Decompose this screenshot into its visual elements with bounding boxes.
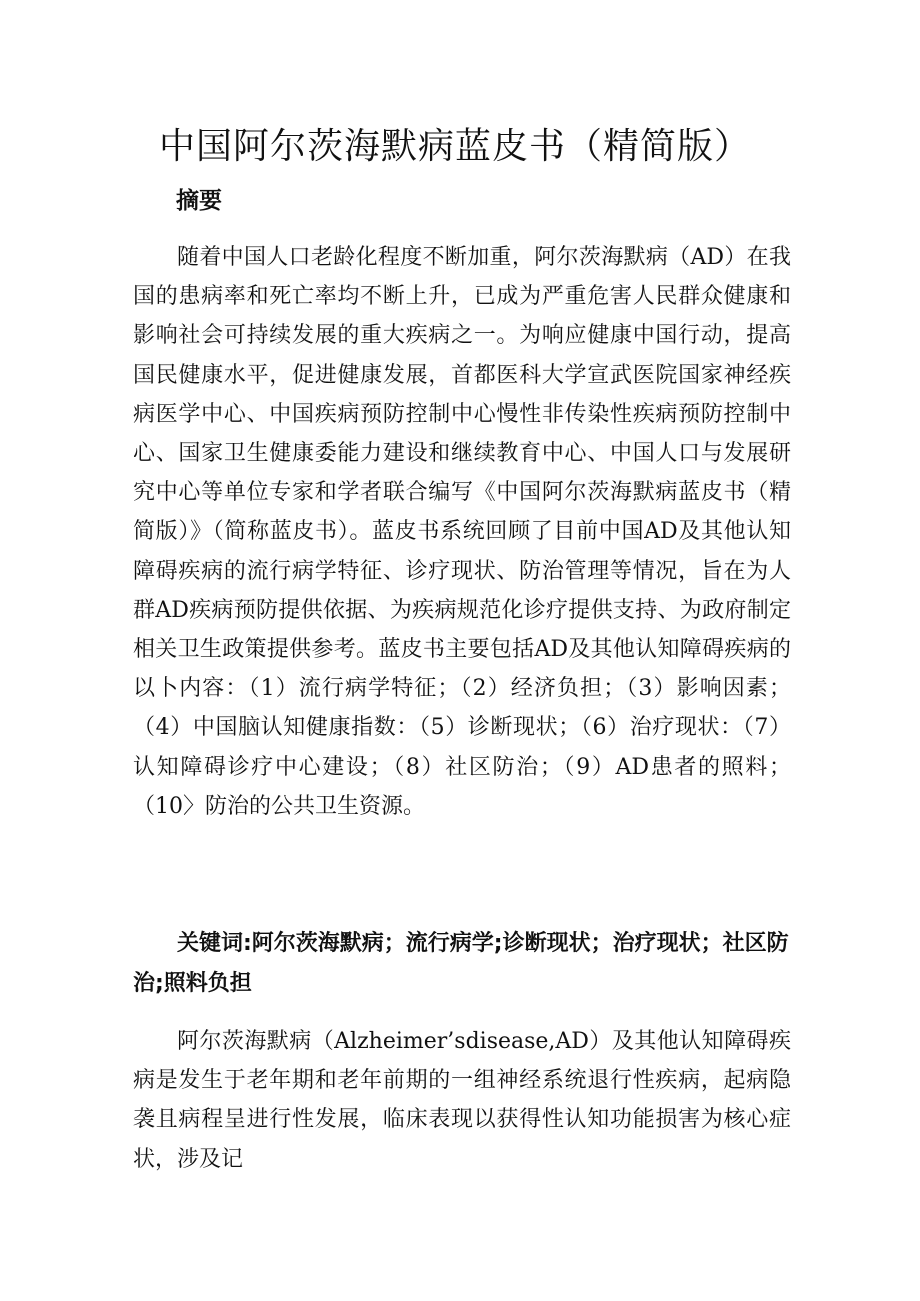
intro-paragraph: 阿尔茨海默病（Alzheimer’sdisease,AD）及其他认知障碍疾病是发生于老年期和老年前期的一组神经系统退行性疾病，起病隐袭且病程呈进行性发展，临床表现以获得性认知功能损害为核心症状，涉及记 <box>133 1029 791 1172</box>
keywords-paragraph: 关键词:阿尔茨海默病；流行病学;诊断现状；治疗现状；社区防治;照料负担 <box>133 931 789 996</box>
abstract-paragraph: 随着中国人口老龄化程度不断加重，阿尔茨海默病（AD）在我国的患病率和死亡率均不断上升，已成为严重危害人民群众健康和影响社会可持续发展的重大疾病之一。为响应健康中国行动，提高国民健康水平，促进健康发展，首都医科大学宣武医院国家神经疾病医学中心、中国疾病预防控制中心慢性非传染性疾病预防控制中心、国家卫生健康委能力建设和继续教育中心、中国人口与发展研究中心等单位专家和学者联合编写《中国阿尔茨海默病蓝皮书（精简版）》（简称蓝皮书）。蓝皮书系统回顾了目前中国AD及其他认知障碍疾病的流行病学特征、诊疗现状、防治管理等情况，旨在为人群AD疾病预防提供依据、为疾病规范化诊疗提供支持、为政府制定相关卫生政策提供参考。蓝皮书主要包括AD及其他认知障碍疾病的以卜内容：（1）流行病学特征；（2）经济负担；（3）影响因素；（4）中国脑认知健康指数：（5）诊断现状；（6）治疗现状：（7）认知障碍诊疗中心建设；（8）社区防治；（9）AD患者的照料；（10〉防治的公共卫生资源。 <box>133 245 791 819</box>
abstract-heading: 摘要 <box>176 188 222 214</box>
document-title: 中国阿尔茨海默病蓝皮书（精简版） <box>158 126 751 167</box>
